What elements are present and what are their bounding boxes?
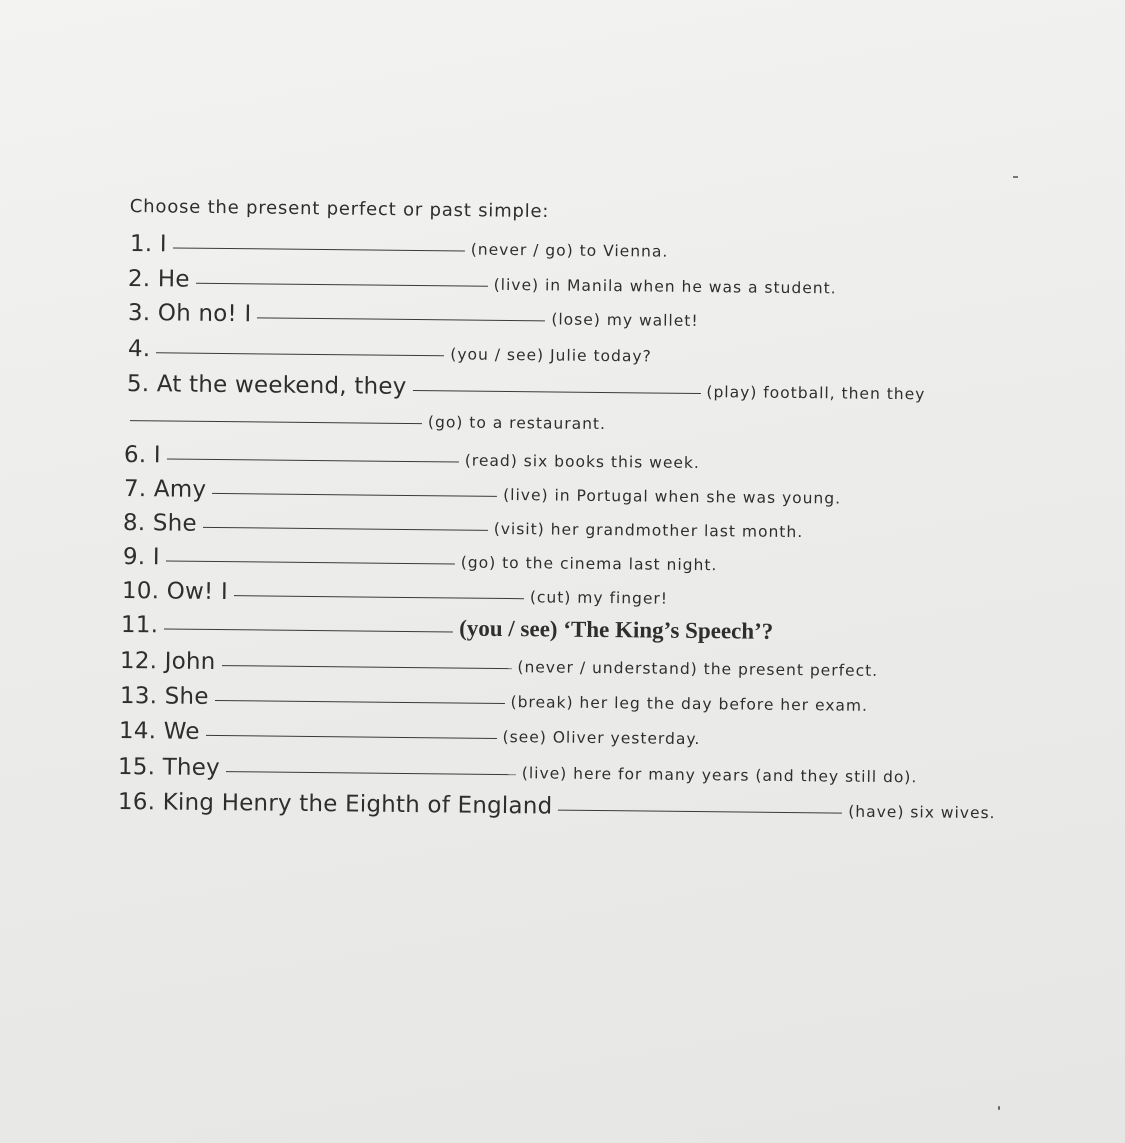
item-lead-text: 14. We (118, 718, 200, 745)
exercise-item (119, 718, 701, 750)
item-prompt-text: (go) to a restaurant. (427, 413, 607, 434)
exercise-item (118, 754, 918, 788)
exercise-item (128, 266, 837, 299)
exercise-item (123, 510, 803, 543)
answer-blank[interactable] (215, 699, 505, 704)
exercise-item (124, 476, 841, 510)
exercise-item (128, 300, 699, 332)
item-lead-text: 13. She (119, 683, 209, 710)
answer-blank[interactable] (558, 809, 842, 814)
item-prompt-text: (visit) her grandmother last month. (493, 519, 804, 542)
exercise-item (128, 336, 652, 367)
answer-blank[interactable] (257, 316, 545, 321)
item-lead-text: 16. King Henry the Eighth of England (117, 789, 553, 820)
answer-blank[interactable] (226, 770, 516, 775)
exercise-item-continued (124, 410, 606, 433)
exercise-item (130, 231, 669, 263)
item-prompt-text: (you / see) ‘The King’s Speech’? (459, 615, 774, 644)
item-lead-text: 3. Oh no! I (127, 300, 252, 328)
exercise-item (123, 544, 718, 576)
item-prompt-text: (see) Oliver yesterday. (502, 728, 701, 749)
exercise-item (122, 578, 668, 610)
answer-blank[interactable] (203, 526, 488, 531)
exercise-item (121, 612, 774, 645)
exercise-item (124, 442, 700, 474)
answer-blank[interactable] (164, 627, 453, 632)
answer-blank[interactable] (221, 664, 511, 669)
pencil-mark (1013, 176, 1018, 178)
answer-blank[interactable] (196, 282, 488, 287)
item-lead-text: 9. I (122, 544, 160, 571)
item-prompt-text: (live) in Manila when he was a student. (493, 275, 837, 298)
answer-blank[interactable] (234, 594, 524, 599)
item-lead-text: 1. I (129, 231, 167, 258)
item-lead-text: 11. (120, 612, 159, 639)
pencil-dot (998, 1106, 1000, 1110)
answer-blank[interactable] (166, 559, 455, 564)
item-lead-text: 7. Amy (123, 476, 207, 503)
exercise-item (120, 648, 878, 682)
item-prompt-text: (have) six wives. (848, 802, 996, 823)
item-prompt-text: (read) six books this week. (464, 451, 700, 473)
answer-blank[interactable] (212, 492, 497, 497)
item-prompt-text: (live) in Portugal when she was young. (503, 485, 842, 508)
item-lead-text: 2. He (127, 266, 190, 293)
item-lead-text: 10. Ow! I (121, 578, 229, 606)
item-prompt-text: (play) football, then they (706, 383, 926, 404)
item-prompt-text: (live) here for many years (and they still do). (521, 764, 918, 787)
item-prompt-text: (lose) my wallet! (551, 310, 699, 330)
answer-blank[interactable] (206, 734, 497, 739)
exercise-item (127, 371, 926, 405)
item-prompt-text: (you / see) Julie today? (450, 345, 652, 366)
item-prompt-text: (never / go) to Vienna. (470, 240, 669, 261)
exercise-item (118, 789, 996, 824)
item-lead-text: 4. (127, 336, 151, 363)
item-prompt-text: (break) her leg the day before her exam. (510, 693, 869, 715)
item-lead-text: 6. I (123, 442, 161, 469)
item-prompt-text: (never / understand) the present perfect. (517, 658, 879, 680)
worksheet-title: Choose the present perfect or past simple: (129, 196, 550, 223)
item-prompt-text: (go) to the cinema last night. (460, 553, 718, 575)
item-lead-text: 5. At the weekend, they (126, 371, 407, 400)
answer-blank[interactable] (130, 419, 422, 424)
answer-blank[interactable] (156, 351, 444, 356)
item-lead-text: 15. They (117, 754, 221, 782)
exercise-item (120, 683, 868, 717)
answer-blank[interactable] (167, 457, 459, 462)
answer-blank[interactable] (173, 246, 465, 251)
answer-blank[interactable] (412, 389, 700, 394)
item-lead-text: 12. John (119, 648, 216, 675)
item-prompt-text: (cut) my finger! (529, 588, 669, 608)
item-lead-text: 8. She (122, 510, 197, 537)
